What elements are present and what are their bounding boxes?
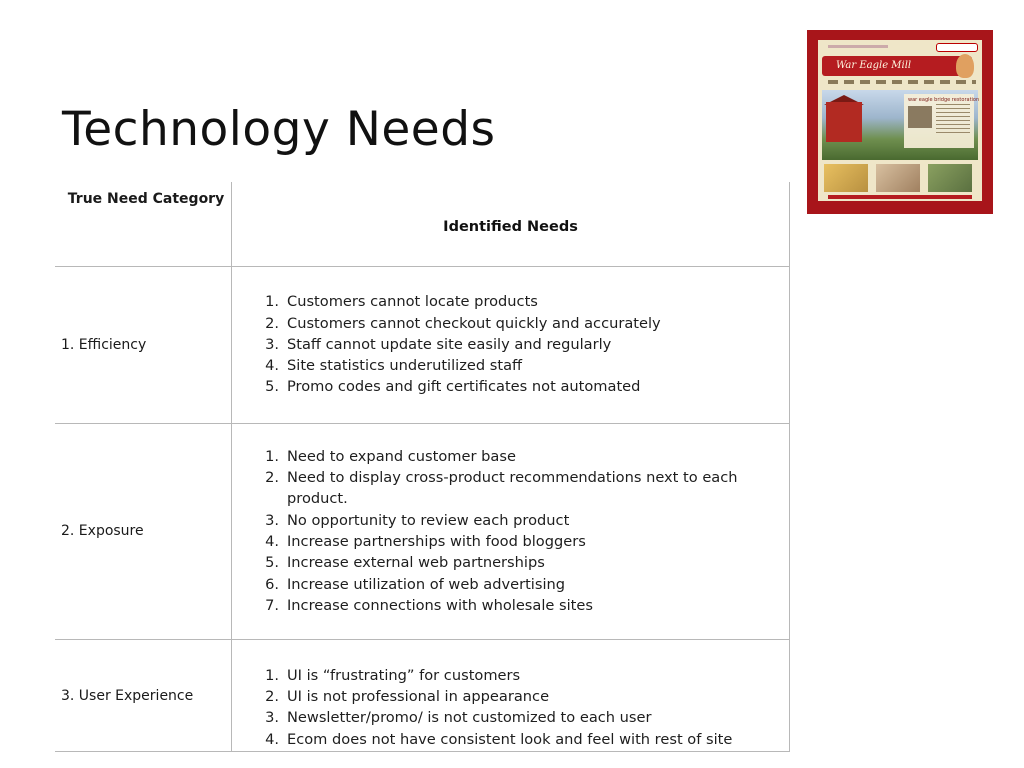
list-item: Need to display cross-product recommendations next to each product.: [287, 469, 738, 508]
product-image: [824, 164, 868, 192]
list-item: Ecom does not have consistent look and feel with rest of site: [287, 730, 733, 748]
list-item: Increase connections with wholesale sites: [287, 596, 593, 614]
table-bottom-border: [55, 751, 790, 752]
category-cell: 1. Efficiency: [55, 266, 232, 423]
category-cell: 2. Exposure: [55, 423, 232, 639]
list-item: No opportunity to review each product: [287, 511, 570, 529]
list-item: UI is “frustrating” for customers: [287, 666, 521, 684]
site-logo-banner: War Eagle Mill: [822, 56, 972, 76]
site-footer: [828, 195, 972, 199]
header-needs: Identified Needs: [232, 182, 790, 266]
site-nav-bar: [828, 80, 976, 84]
needs-list: [232, 446, 789, 616]
mascot-icon: [956, 54, 974, 78]
table-row: [55, 639, 790, 752]
list-item: UI is not professional in appearance: [287, 688, 550, 706]
header-category: True Need Category: [55, 182, 232, 266]
product-image: [876, 164, 920, 192]
mill-image: [826, 102, 862, 142]
list-item: Staff cannot update site easily and regularly: [287, 335, 612, 353]
needs-table: [55, 182, 790, 752]
needs-cell: [232, 266, 790, 423]
list-item: Customers cannot locate products: [287, 293, 538, 311]
product-image: [928, 164, 972, 192]
feature-card-title: war eagle bridge restoration: [908, 97, 980, 103]
list-item: Increase external web partnerships: [287, 554, 545, 572]
list-item: Increase partnerships with food bloggers: [287, 533, 586, 550]
needs-cell: [232, 423, 790, 639]
list-item: Need to expand customer base: [287, 447, 516, 465]
needs-list: [232, 665, 789, 752]
needs-cell: [232, 639, 790, 752]
category-cell: 3. User Experience: [55, 639, 232, 752]
list-item: Promo codes and gift certificates not automated: [287, 378, 641, 396]
list-item: Site statistics underutilized staff: [287, 357, 523, 375]
table-header-row: [55, 182, 790, 266]
list-item: Increase utilization of web advertising: [287, 575, 566, 593]
slide-title: Technology Needs: [62, 102, 496, 157]
table-row: [55, 423, 790, 639]
table-row: [55, 266, 790, 423]
list-item: Customers cannot checkout quickly and accurately: [287, 314, 661, 332]
website-preview: [818, 40, 982, 201]
needs-list: [232, 291, 789, 397]
list-item: Newsletter/promo/ is not customized to each user: [287, 709, 652, 727]
website-screenshot-thumbnail: [807, 30, 993, 214]
